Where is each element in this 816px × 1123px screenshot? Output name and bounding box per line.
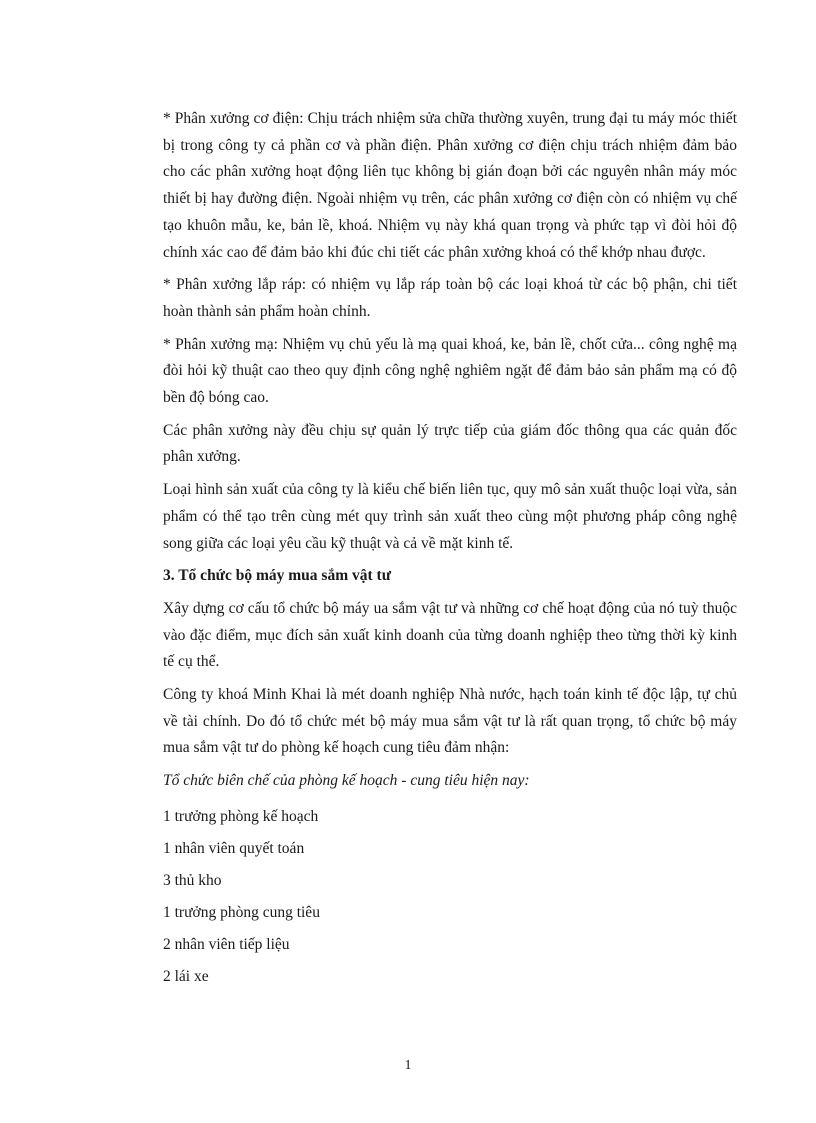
paragraph-lap-rap-text: * Phân xưởng lắp ráp: có nhiệm vụ lắp ráp toàn bộ các loại khoá từ các bộ phận, chi tiết hoàn thành sản phẩm hoàn chỉnh. <box>163 276 737 320</box>
paragraph-loai-hinh-text: Loại hình sản xuất của công ty là kiểu chế biến liên tục, quy mô sản xuất thuộc loại vừa, sản phẩm có thể tạo trên cùng mét quy trình sản xuất theo cùng một phương pháp công nghệ song giữa các loại yêu cầu kỹ thuật và cả về mặt kinh tế. <box>163 481 737 552</box>
paragraph-loai-hinh <box>163 477 737 557</box>
paragraph-quan-ly <box>163 418 737 471</box>
paragraph-co-dien <box>163 106 737 266</box>
list-item: 1 trưởng phòng kế hoạch <box>163 807 319 825</box>
paragraph-co-cau <box>163 596 737 676</box>
staffing-caption: Tổ chức biên chế của phòng kế hoạch - cung tiêu hiện nay: <box>163 772 530 790</box>
paragraph-ma-text: * Phân xưởng mạ: Nhiệm vụ chủ yếu là mạ quai khoá, ke, bản lề, chốt cửa... công nghệ mạ đòi hỏi kỹ thuật cao theo quy định công nghệ nghiêm ngặt để đảm bảo sản phẩm mạ có độ bền độ bóng cao. <box>163 335 737 407</box>
paragraph-quan-ly-text: Các phân xưởng này đều chịu sự quản lý trực tiếp của giám đốc thông qua các quản đốc phân xưởng. <box>163 421 737 466</box>
paragraph-cong-ty <box>163 682 737 762</box>
list-item: 1 trưởng phòng cung tiêu <box>163 903 320 921</box>
list-item: 2 lái xe <box>163 967 209 985</box>
section-heading: 3. Tổ chức bộ máy mua sắm vật tư <box>163 567 391 585</box>
list-item: 3 thủ kho <box>163 871 222 889</box>
paragraph-cong-ty-text: Công ty khoá Minh Khai là mét doanh nghiệp Nhà nước, hạch toán kinh tế độc lập, tự chủ về tài chính. Do đó tổ chức mét bộ máy mua sắm vật tư là rất quan trọng, tổ chức bộ máy mua sắm vật tư do phòng kế hoạch cung tiêu đảm nhận: <box>163 686 737 757</box>
page-number: 1 <box>404 1058 412 1073</box>
paragraph-lap-rap <box>163 272 737 325</box>
paragraph-ma <box>163 332 737 412</box>
paragraph-co-cau-text: Xây dựng cơ cấu tổ chức bộ máy ua sắm vật tư và những cơ chế hoạt động của nó tuỳ thuộc vào đặc điểm, mục đích sản xuất kinh doanh của từng doanh nghiệp theo từng thời kỳ kinh tế cụ thể. <box>163 599 737 671</box>
list-item: 2 nhân viên tiếp liệu <box>163 935 290 953</box>
staffing-list <box>163 801 737 993</box>
paragraph-co-dien-text: * Phân xưởng cơ điện: Chịu trách nhiệm sửa chữa thường xuyên, trung đại tu máy móc thiết bị trong công ty cả phần cơ và phần điện. Phân xưởng cơ điện chịu trách nhiệm đảm bảo cho các phân xưởng hoạt động liên tục không bị gián đoạn bởi các nguyên nhân máy móc thiết bị hay đường điện. Ngoài nhiệm vụ trên, các phân xưởng cơ điện còn có nhiệm vụ chế tạo khuôn mẫu, ke, bản lề, khoá. Nhiệm vụ này khá quan trọng và phức tạp vì đòi hỏi độ chính xác cao để đảm bảo khi đúc chi tiết các phân xưởng khoá có thể khớp nhau được. <box>163 110 737 261</box>
document-body <box>163 106 737 993</box>
list-item: 1 nhân viên quyết toán <box>163 839 305 857</box>
